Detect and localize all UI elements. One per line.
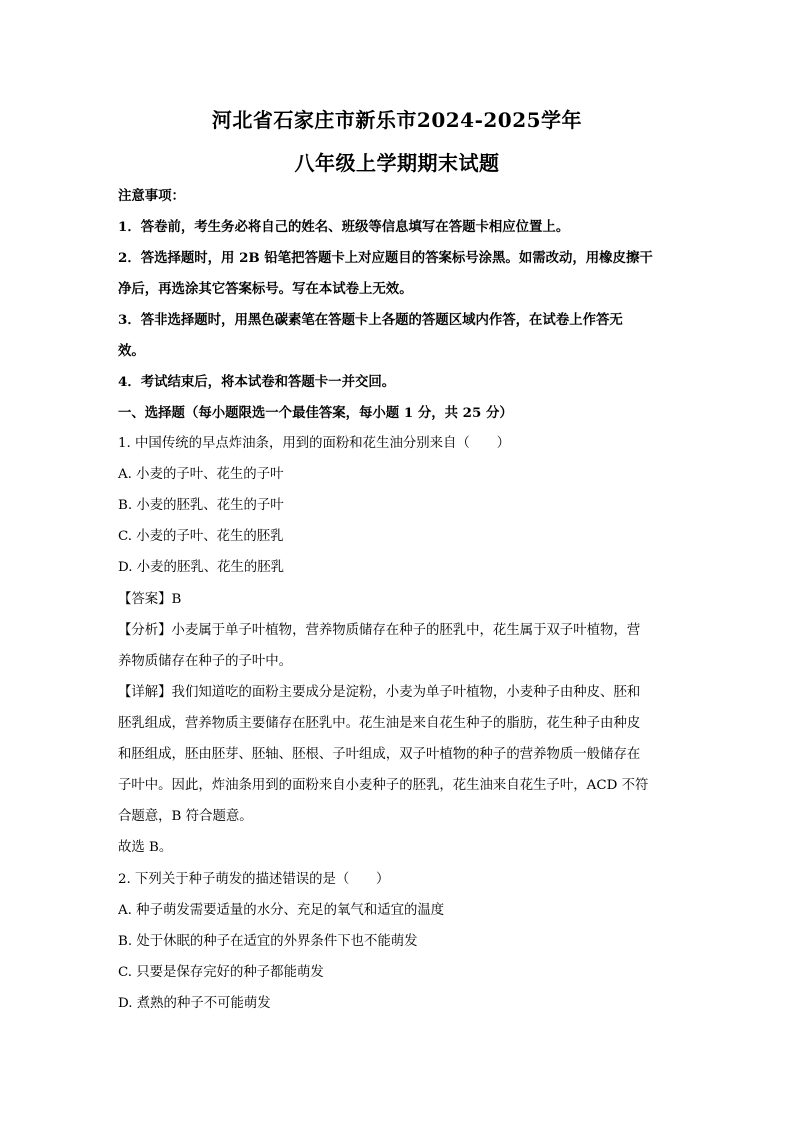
notice-item-3-line2: 效。 <box>118 343 145 359</box>
question-1-detail-line2: 胚乳组成，营养物质主要储存在胚乳中。花生油是来自花生种子的脂肪，花生种子由种皮 <box>118 716 641 731</box>
notice-item-3-line1: 3．答非选择题时，用黑色碳素笔在答题卡上各题的答题区域内作答，在试卷上作答无 <box>118 312 623 328</box>
notice-item-1: 1．答卷前，考生务必将自己的姓名、班级等信息填写在答题卡相应位置上。 <box>118 219 570 235</box>
question-2-option-d: D. 煮熟的种子不可能萌发 <box>118 996 271 1011</box>
notice-item-4: 4．考试结束后，将本试卷和答题卡一并交回。 <box>118 374 396 390</box>
question-2-stem: 2. 下列关于种子萌发的描述错误的是（ ） <box>118 872 390 887</box>
question-1-option-a: A. 小麦的子叶、花生的子叶 <box>118 467 284 482</box>
exam-title-line2: 八年级上学期期末试题 <box>294 151 500 175</box>
question-2-option-b: B. 处于休眠的种子在适宜的外界条件下也不能萌发 <box>118 934 418 949</box>
question-1-conclusion: 故选 B。 <box>118 840 173 855</box>
notice-item-2-line1: 2．答选择题时，用 2B 铅笔把答题卡上对应题目的答案标号涂黑。如需改动，用橡皮擦干 <box>118 250 653 266</box>
question-2-option-a: A. 种子萌发需要适量的水分、充足的氧气和适宜的温度 <box>118 903 445 918</box>
question-1-answer: 【答案】B <box>118 592 182 607</box>
question-1-analysis-line2: 养物质储存在种子的子叶中。 <box>118 654 293 669</box>
question-1-detail-line4: 子叶中。因此，炸油条用到的面粉来自小麦种子的胚乳，花生油来自花生子叶，ACD 不符 <box>118 778 649 793</box>
question-1-detail-line5: 合题意，B 符合题意。 <box>118 809 253 824</box>
notice-heading: 注意事项： <box>118 188 185 204</box>
notice-item-2-line2: 净后，再选涂其它答案标号。写在本试卷上无效。 <box>118 281 413 297</box>
question-2-option-c: C. 只要是保存完好的种子都能萌发 <box>118 965 324 980</box>
section-heading: 一、选择题（每小题限选一个最佳答案，每小题 1 分，共 25 分） <box>118 405 513 421</box>
question-1-option-b: B. 小麦的胚乳、花生的子叶 <box>118 498 284 513</box>
exam-title-line1: 河北省石家庄市新乐市2024-2025学年 <box>211 108 583 132</box>
question-1-detail-line3: 和胚组成，胚由胚芽、胚轴、胚根、子叶组成，双子叶植物的种子的营养物质一般储存在 <box>118 747 641 762</box>
question-1-option-d: D. 小麦的胚乳、花生的胚乳 <box>118 560 285 575</box>
question-1-detail-line1: 【详解】我们知道吃的面粉主要成分是淀粉，小麦为单子叶植物，小麦种子由种皮、胚和 <box>118 685 641 700</box>
question-1-stem: 1. 中国传统的早点炸油条，用到的面粉和花生油分别来自（ ） <box>118 436 510 451</box>
question-1-option-c: C. 小麦的子叶、花生的胚乳 <box>118 529 284 544</box>
question-1-analysis-line1: 【分析】小麦属于单子叶植物，营养物质储存在种子的胚乳中，花生属于双子叶植物，营 <box>118 623 641 638</box>
